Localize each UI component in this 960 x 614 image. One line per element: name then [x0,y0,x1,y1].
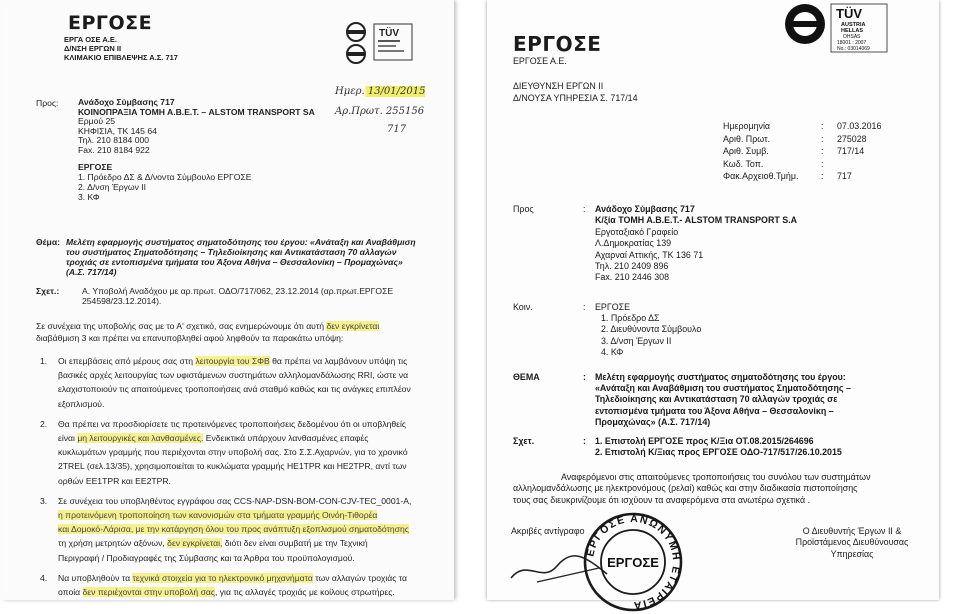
org-line: ΔΙΕΥΘΥΝΣΗ ΕΡΓΩΝ ΙΙ [513,81,604,91]
cert-line: AUSTRIA [841,22,866,28]
item-line: 2TREL (σελ.13/35), χρησιμοποιείται το κυκλώματα γραμμής HE1TPR και HE2TPR, αντί των [58,461,407,472]
subject-line: Μελέτη εφαρμογής συστήματος σηματοδότησης του έργου: [595,372,846,382]
cc-item: 2. Δ/νση Έργων ΙΙ [78,182,147,192]
body-line: Σε συνέχεια της υποβολής σας με το Α' σχετικό, σας ενημερώνουμε ότι αυτή [36,321,325,331]
recipient-line: Ανάδοχο Σύμβασης 717 [78,97,175,107]
meta-row: Κωδ. Τοπ. : [723,158,824,169]
cc-item: 2. Διευθύνοντα Σύμβουλο [601,324,702,335]
highlighted-phrase: δεν περιέχονται στην υποβολή σας [82,587,215,598]
highlighted-phrase: μη λειτουργικές και λανθασμένες. [77,433,204,444]
item-line: 1. Οι επεμβάσεις από μέρους σας στη λειτουργία του ΣΦΒ θα πρέπει να λαμβάνουν υπόψη τις [40,356,408,366]
org-name: ΕΡΓΟΣΕ Α.Ε. [513,56,567,66]
tuv-brand: TÜV [836,6,862,21]
tuv-badge: TÜV [379,28,399,39]
subject-line: εντοπισμένα τμήματα του Άξονα Αθήνα – Θεσσαλονίκη – [595,405,834,416]
item-line: είναι μη λειτουργικές και λανθασμένες. Ενδεικτικά υπάρχουν λανθασμένες επαφές [58,433,369,444]
meta-row: Φακ.Αρχειοθ.Τμήμ. : 717 [723,171,852,182]
recipient-line: Ερμού 25 [78,116,115,127]
handwritten-protocol: Αρ.Πρωτ. 255156 [335,106,425,117]
signature-block [777,526,927,560]
cc-block [78,162,252,202]
certification-marks [344,20,416,66]
cert-line: 18001 : 2007 [837,40,867,46]
handwritten-number: 717 [387,124,407,135]
cert-line: HELLAS [841,28,863,34]
body-line: αλληλομανδάλωσης με ηλεκτρονόμους (ρελαί) καθώς και στην διαδικασία πιστοποίησης [513,483,858,494]
numbered-items [40,354,452,599]
handwritten-date-text: Ημερ. 13/01/2015 [335,86,426,97]
recipient-line: Λ.Δημοκρατίας 139 [595,238,672,249]
cc-item: 3. ΚΦ [78,192,100,202]
left-letter-page [2,0,454,600]
highlighted-phrase: δεν εγκρίνεται, [167,538,223,549]
subject-label: Θέμα: [36,237,60,247]
recipient-line: Fax. 210 2446 308 [595,272,670,283]
subject-line: Τηλεδιοίκησης και Αντικατάσταση 70 αλλαγών τροχιάς σε [595,394,838,405]
meta-row: Αριθ. Πρωτ. : 275028 [723,133,867,144]
subject-line: Προμαχώνας» (Α.Σ. 717/14) [595,416,711,427]
subject-line: «Ανάταξη και Αναβάθμιση του συστήματος Σηματοδότησης – [595,383,851,394]
signature-line: Προϊστάμενος Διευθύνουσας [795,537,909,548]
certification-marks [779,2,929,54]
body-line: Αναφερόμενοι στις απαιτούμενες τροποποιήσεις του συνόλου των συστημάτων [561,472,871,482]
highlighted-phrase: δεν εγκρίνεται [326,321,380,331]
handwritten-date [335,86,425,97]
item-line: 3. Σε συνέχεια του υποβληθέντος εγγράφου σας CCS-NAP-DSN-BOM-CON-CJV-TEC_0001-A, [40,495,412,506]
reference-line: Α. Υποβολή Αναδόχου με αρ.πρωτ. ΟΔΟ/717/062, 23.12.2014 (αρ.πρωτ.ΕΡΓΟΣΕ [82,286,394,296]
body-intro [36,320,379,344]
highlighted-phrase: τεχνικά στοιχεία για το ηλεκτρονικό μηχανήματα [132,572,313,583]
cc-item: 3. Δ/νση Έργων ΙΙ [601,335,672,346]
recipient-line: ΚΗΦΙΣΙΑ, ΤΚ 145 64 [78,125,157,136]
recipient-line: Ανάδοχο Σύμβασης 717 [595,204,695,214]
cc-item: 4. ΚΦ [601,346,624,357]
ergose-logo: ΕΡΓΟΣΕ [513,32,602,56]
item-line: οποία δεν περιέχονται στην υποβολή σας, για τις αλλαγές τροχιάς με κοίλους στρωτήρες. [58,587,395,598]
recipient-line: Fax. 210 8184 922 [78,144,150,155]
cert-line: OHSAS [843,34,861,40]
org-line: Δ/ΝΟΥΣΑ ΥΠΗΡΕΣΙΑ Σ. 717/14 [513,93,638,103]
item-line: 2. Θα πρέπει να προσδιορίσετε τις προτεινόμενες τροποποιήσεις δεδομένου ότι οι υποβληθείς [40,418,407,429]
item-line: εξοπλισμού. [58,398,105,409]
cc-item: 1. Πρόεδρο ΔΣ [601,313,660,324]
cc-label: Κοιν. [513,302,533,312]
cert-line: No.: 03014069 [837,46,870,52]
reference-line: 1. Επιστολή ΕΡΓΟΣΕ προς Κ/Ξια ΟΤ.08.2015/264696 [595,436,814,446]
reference-label: Σχετ.: [36,286,60,296]
cc-title: ΕΡΓΟΣΕ [595,302,631,312]
recipient-line: Τηλ. 210 8184 000 [78,135,150,146]
ergose-logo: ΕΡΓΟΣΕ [68,12,153,34]
item-line: Περιγραφή / Προδιαγραφές της Σύμβασης και τα Άρθρα του προϋπολογισμού. [58,552,355,563]
right-letter-page: TÜV AUSTRIA HELLAS OHSAS 18001 : 2007 No.: 03014069 ΕΡΓΟΣΕ ΕΡΓΟΣΕ Α.Ε. ΔΙΕΥΘΥΝΣΗ ΕΡΓΩΝ ΙΙ Δ/ΝΟΥΣΑ ΥΠΗΡΕΣΙΑ Σ. 717/14 Ημερομηνία : 07.03.2016 Αριθ. Πρωτ. : 275028 Αριθ. Συμβ. : 717/14 Κωδ. Τοπ. : Φακ.Αρχειοθ.Τμήμ. : 717 Προς : Ανάδοχο Σύμβασης 717 Κ/ξία ΤΟΜΗ Α.Β.Ε.Τ.- ALSTOM TRANSPORT S.A Εργοταξιακό Γραφείο Λ.Δημοκρατίας 139 Αχαρναί Αττικής, ΤΚ 136 71 Τηλ. 210 2409 896 Fax. 210 2446 308 Κοιν. : ΕΡΓΟΣΕ 1. Πρόεδρο ΔΣ 2. Διευθύνοντα Σύμβουλο 3. Δ/νση Έργων ΙΙ 4. ΚΦ ΘΕΜΑ : Μελέτη εφαρμογής συστήματος σηματοδότησης του έργου: «Ανάταξη και Αναβάθμιση του συστήματος Σηματοδότησης – Τηλεδιοίκησης και Αντικατάσταση 70 αλλαγών τροχιάς σε εντοπισμένα τμήματα του Άξονα Αθήνα – Θεσσαλονίκη – Προμαχώνας» (Α.Σ. 717/14) Σχετ. : 1. Επιστολή ΕΡΓΟΣΕ προς Κ/Ξια ΟΤ.08.2015/264696 2. Επιστολή Κ/Ξιας προς ΕΡΓΟΣΕ ΟΔΟ-717/517/26.10.2015 Αναφερόμενοι στις απαιτούμενες τροποποιήσεις του συνόλου των συστημάτων αλληλομανδάλωσης με ηλεκτρονόμους (ρελαί) καθώς και στην διαδικασία πιστοποίησης τους σας διευκρινίζουμε ότι ισχύουν τα αναφερόμενα στα ανωτέρω σχετικά . Ακριβές αντίγραφο Ο Διευθυντής Έργων ΙΙ & Προϊστάμενος Διευθύνουσας Υπηρεσίας ΕΡΓΟΣΕ ΑΝΩΝΥΜΗ ΕΤΑΙΡΕΙΑ ΕΡΓΟΣΕ [487,0,939,600]
subject-line: του συστήματος Σηματοδότησης – Τηλεδιοίκησης και Αντικατάσταση 70 αλλαγών [66,247,397,257]
highlighted-phrase: η προτεινόμενη τροποποίηση των κανονισμών στα τμήματα γραμμής Οινόη-Τιθορέα [58,510,378,521]
signature-line: Ο Διευθυντής Έργων ΙΙ & [802,526,902,536]
org-line: ΕΡΓΑ ΟΣΕ Α.Ε. [64,35,117,44]
item-line: βασικές αρχές λειτουργίας των υφιστάμενων συστημάτων αλληλομανδάλωσης RRI, ώστε να [58,370,409,381]
cc-item: 1. Πρόεδρο ΔΣ & Δ/νοντα Σύμβουλο ΕΡΓΟΣΕ [78,172,252,182]
to-label: Προς: [36,98,59,108]
subject-line: Μελέτη εφαρμογής συστήματος σηματοδότησης του έργου: «Ανάταξη και Αναβάθμιση [66,237,416,247]
subject-text [66,237,416,277]
highlighted-phrase: λειτουργία του ΣΦΒ [195,356,270,366]
subject-line: (Α.Σ. 717/14) [66,267,117,277]
signature-line: Υπηρεσίας [830,548,874,559]
item-line: ελαχιστοποιούν τις απαιτούμενες τροποποιήσεις ανά σταθμό καθώς και τις ανάγκες επιπλέον [58,384,411,395]
reference-line: 2. Επιστολή Κ/Ξιας προς ΕΡΓΟΣΕ ΟΔΟ-717/517/26.10.2015 [595,447,842,458]
letter-body [513,472,871,506]
reference-text [82,286,393,306]
item-line: τη χρήση μετρητών αξόνων, δεν εγκρίνεται, διότι δεν είναι συμβατή με την Τεχνική [58,538,368,549]
subject-label: ΘΕΜΑ [513,372,540,382]
meta-row: Ημερομηνία : 07.03.2016 [723,121,882,131]
reference-label: Σχετ. [513,436,535,446]
recipient-block [595,204,797,284]
reference-list [595,436,842,459]
official-stamp [581,510,685,614]
body-line: τους σας διευκρινίζουμε ότι ισχύουν τα αναφερόμενα στα ανωτέρω σχετικά . [513,494,811,505]
item-line [40,508,452,522]
subject-line: τροχιάς σε εντοπισμένα τμήματα του Άξονα Αθήνα – Θεσσαλονίκη – Προμαχώνας» [66,257,403,267]
stamp-ring-text: ΕΡΓΟΣΕ ΑΝΩΝΥΜΗ ΕΤΑΙΡΕΙΑ [584,512,683,612]
recipient-line: Κ/ξία ΤΟΜΗ Α.Β.Ε.Τ.- ALSTOM TRANSPORT S.A [595,215,798,226]
recipient-block [78,98,315,156]
item-line: 4. Να υποβληθούν τα τεχνικά στοιχεία για το ηλεκτρονικό μηχανήματα των αλλαγών τροχιάς τα [40,572,408,583]
to-label: Προς [513,204,534,214]
org-line: ΚΛΙΜΑΚΙΟ ΕΠΙΒΛΕΨΗΣ Α.Σ. 717 [64,53,178,62]
item-line [40,522,452,536]
item-line: κυκλωμάτων γραμμής που περιέχονται στην υποβολή σας. Στο Σ.Σ.Αχαρνών, για το χρονικό [58,447,408,458]
document-metadata [723,120,881,183]
recipient-line: Αχαρναί Αττικής, ΤΚ 136 71 [595,249,704,260]
org-header [513,80,638,104]
recipient-line: Τηλ. 210 2409 896 [595,261,669,272]
org-line: Δ/ΝΣΗ ΕΡΓΩΝ ΙΙ [64,44,122,53]
reference-line: 254598/23.12.2014). [82,296,162,306]
cc-block [595,302,701,358]
recipient-line: Εργοταξιακό Γραφείο [595,226,679,237]
highlighted-phrase: και Δομοκό-Λάρισα, με την κατάργηση όλου του προς ανάπτυξη εξοπλισμού σηματοδότησης [58,524,409,535]
exact-copy-label: Ακριβές αντίγραφο [511,526,585,536]
subject-text [595,372,851,428]
org-header [64,35,178,62]
stamp-center-text: ΕΡΓΟΣΕ [607,555,659,570]
item-line: ορθών EE1TPR και EE2TPR. [58,475,171,486]
body-line: διαβάθμιση 3 και πρέπει να επανυποβληθεί αφού ληφθούν τα παρακάτω υπόψη: [36,333,344,343]
cc-title: ΕΡΓΟΣΕ [78,162,113,172]
recipient-line: ΚΟΙΝΟΠΡΑΞΙΑ ΤΟΜΗ Α.Β.Ε.Τ. – ALSTOM TRANSPORT SA [78,106,315,117]
meta-row: Αριθ. Συμβ. : 717/14 [723,146,865,157]
